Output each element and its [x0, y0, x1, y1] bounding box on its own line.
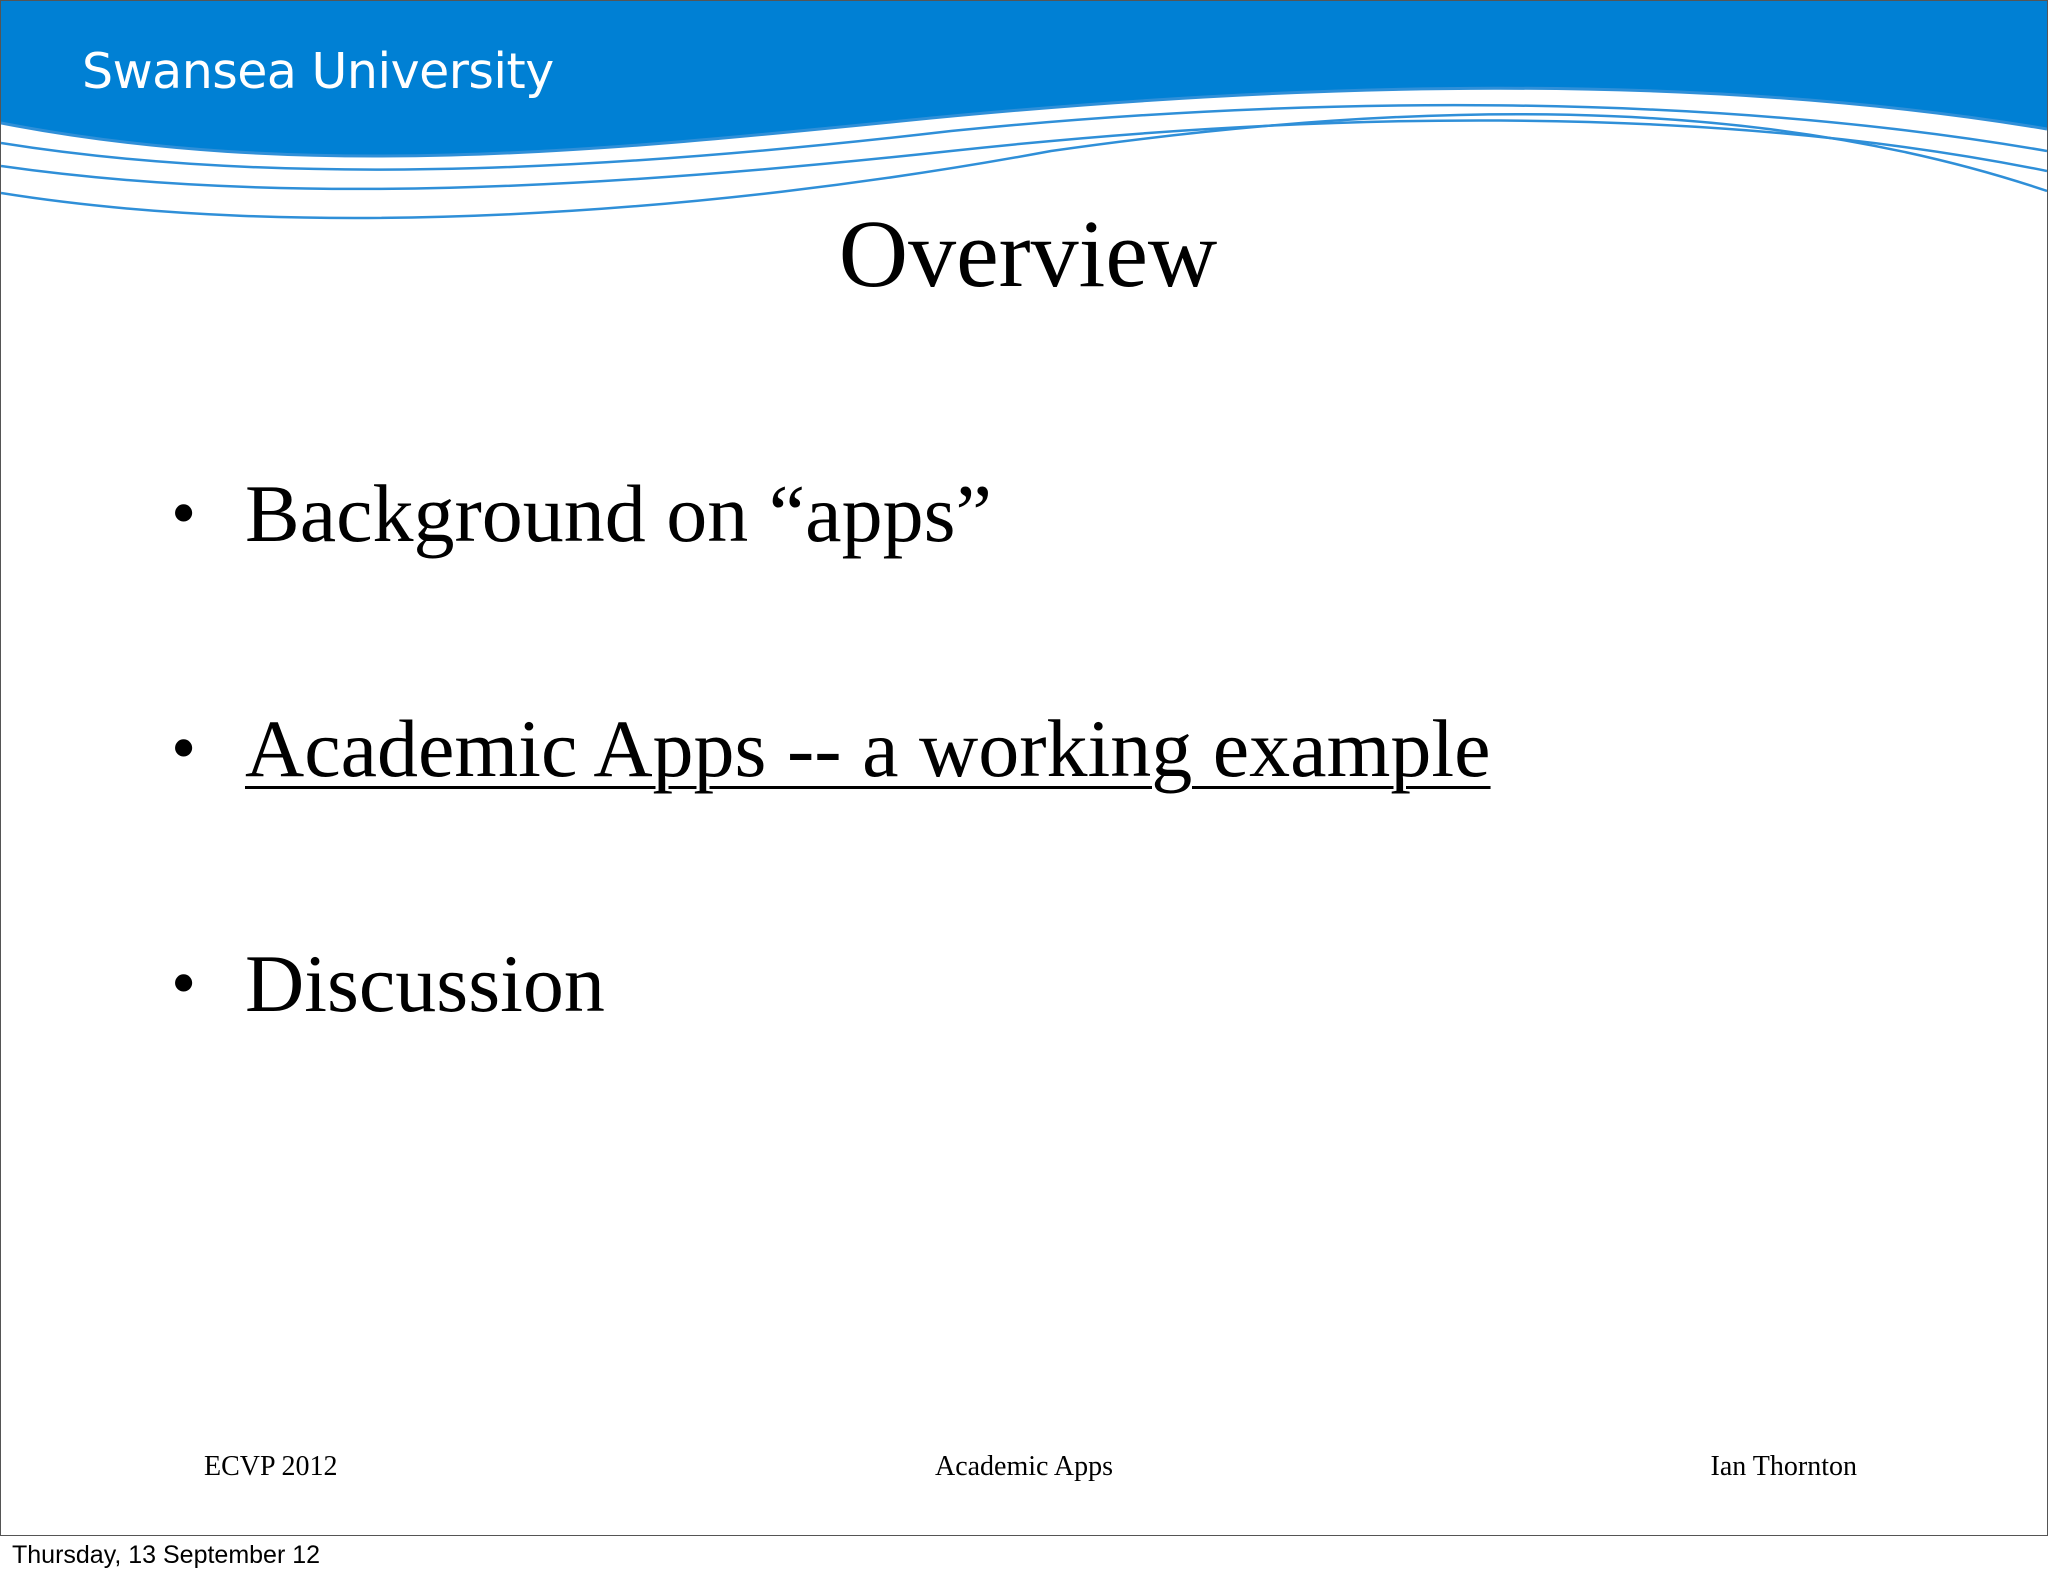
bullet-glyph: • — [171, 473, 197, 553]
bullet-glyph: • — [171, 708, 197, 788]
bullet-glyph: • — [171, 943, 197, 1023]
footer-topic: Academic Apps — [934, 1451, 1114, 1482]
bullet-text: Academic Apps -- a working example — [245, 703, 1491, 794]
bullet-text: Background on “apps” — [245, 468, 992, 559]
footer-author: Ian Thornton — [1710, 1451, 1857, 1482]
bullet-item — [171, 468, 992, 559]
print-date: Thursday, 13 September 12 — [12, 1541, 321, 1569]
slide-title: Overview — [838, 200, 1218, 307]
footer-event: ECVP 2012 — [204, 1451, 338, 1482]
bullet-item — [171, 938, 605, 1029]
university-logo-text: Swansea University — [82, 43, 554, 100]
bullet-item — [171, 703, 1491, 794]
bullet-text: Discussion — [245, 938, 605, 1029]
